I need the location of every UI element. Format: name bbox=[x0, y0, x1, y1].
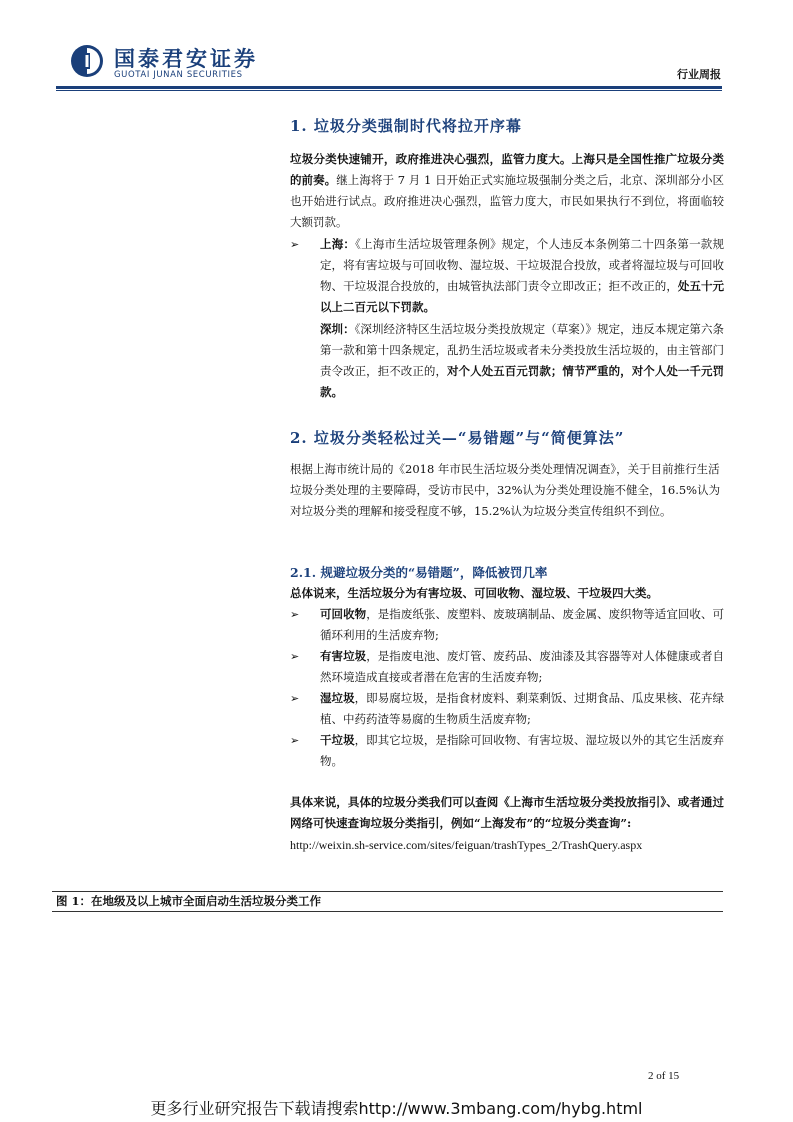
shenzhen-penalty: 对个人处五百元罚款；情节严重的，对个人处一千元罚款。 bbox=[320, 364, 724, 399]
paragraph-shenzhen bbox=[290, 319, 724, 403]
category-label: 湿垃圾 bbox=[320, 691, 355, 705]
bullet-arrow-icon: ➢ bbox=[290, 650, 300, 663]
list-item bbox=[290, 688, 724, 730]
category-text: ，是指废电池、废灯管、废药品、废油漆及其容器等对人体健康或者自然环境造成直接或者潜在危害的生活废弃物; bbox=[320, 649, 725, 684]
page-number: 2 of 15 bbox=[648, 1070, 680, 1082]
section-1-intro-bold: 垃圾分类快速铺开，政府推进决心强烈，监管力度大。上海只是全国性推广垃圾分类的前奏。 bbox=[290, 152, 724, 187]
section-1-title: 1. 垃圾分类强制时代将拉开序幕 bbox=[290, 117, 522, 135]
figure-caption: 图 1：在地级及以上城市全面启动生活垃圾分类工作 bbox=[56, 894, 322, 908]
section-1-intro-rest: 继上海将于 7 月 1 日开始正式实施垃圾强制分类之后，北京、深圳部分小区也开始进行试点。政府推进决心强烈，监管力度大，市民如果执行不到位，将面临较大额罚款。 bbox=[290, 173, 725, 229]
list-item bbox=[290, 730, 724, 772]
category-text: ，即其它垃圾，是指除可回收物、有害垃圾、湿垃圾以外的其它生活废弃物。 bbox=[320, 733, 725, 768]
query-url-link[interactable]: http://weixin.sh-service.com/sites/feiguan/trashTypes_2/TrashQuery.aspx bbox=[290, 838, 643, 852]
bullet-arrow-icon: ➢ bbox=[290, 692, 300, 705]
category-label: 可回收物 bbox=[320, 607, 367, 621]
query-text: 具体来说，具体的垃圾分类我们可以查阅《上海市生活垃圾分类投放指引》、或者通过网络可快速查询垃圾分类指引，例如“上海发布”的“垃圾分类查询”: bbox=[290, 795, 724, 830]
category-text: ，即易腐垃圾，是指食材废料、剩菜剩饭、过期食品、瓜皮果核、花卉绿植、中药药渣等易腐的生物质生活废弃物; bbox=[320, 691, 725, 726]
figure-top-rule bbox=[52, 891, 723, 892]
figure-bottom-rule bbox=[52, 911, 723, 912]
list-item bbox=[290, 646, 724, 688]
shanghai-label: 上海： bbox=[320, 237, 356, 251]
shanghai-text: 《上海市生活垃圾管理条例》规定，个人违反本条例第二十四条第一款规定，将有害垃圾与可回收物、湿垃圾、干垃圾混合投放，或者将湿垃圾与可回收物、干垃圾混合投放的，由城管执法部门责令立即改正；拒不改正的， bbox=[320, 237, 724, 293]
header-divider bbox=[56, 86, 722, 89]
footer-download-note: 更多行业研究报告下载请搜索http://www.3mbang.com/hybg.html bbox=[150, 1099, 643, 1118]
section-1-body bbox=[290, 149, 724, 403]
shanghai-penalty: 处五十元以上二百元以下罚款。 bbox=[320, 279, 725, 314]
brand-name-cn: 国泰君安证券 bbox=[114, 47, 258, 71]
overview-text bbox=[290, 583, 724, 604]
bullet-arrow-icon: ➢ bbox=[290, 734, 300, 747]
bullet-arrow-icon: ➢ bbox=[290, 608, 300, 621]
report-type-label: 行业周报 bbox=[677, 68, 721, 81]
guotai-junan-logo-icon bbox=[70, 44, 104, 78]
bullet-shanghai bbox=[290, 234, 724, 318]
section-2-title: 2. 垃圾分类轻松过关—“易错题”与“简便算法” bbox=[290, 429, 625, 447]
category-label: 干垃圾 bbox=[320, 733, 355, 747]
category-label: 有害垃圾 bbox=[320, 649, 367, 663]
query-paragraph bbox=[290, 792, 724, 856]
header-divider-thin bbox=[56, 90, 722, 91]
shenzhen-text: 《深圳经济特区生活垃圾分类投放规定（草案）》规定，违反本规定第六条第一款和第十四条规定，乱扔生活垃圾或者未分类投放生活垃圾的，由主管部门责令改正，拒不改正的， bbox=[320, 322, 725, 378]
section-2-1-body bbox=[290, 583, 724, 772]
section-1-intro bbox=[290, 149, 724, 233]
section-2-1-title: 2.1. 规避垃圾分类的“易错题”，降低被罚几率 bbox=[290, 565, 548, 580]
overview-bold: 总体说来，生活垃圾分为有害垃圾、可回收物、湿垃圾、干垃圾四大类。 bbox=[290, 586, 658, 600]
list-item bbox=[290, 604, 724, 646]
brand-name-en: GUOTAI JUNAN SECURITIES bbox=[114, 70, 243, 80]
shenzhen-label: 深圳： bbox=[320, 322, 355, 336]
category-text: ，是指废纸张、废塑料、废玻璃制品、废金属、废织物等适宜回收、可循环利用的生活废弃物; bbox=[320, 607, 725, 642]
bullet-arrow-icon: ➢ bbox=[290, 238, 300, 251]
section-2-intro: 根据上海市统计局的《2018 年市民生活垃圾分类处理情况调查》，关于目前推行生活垃圾分类处理的主要障碍，受访市民中，32%认为分类处理设施不健全，16.5%认为对垃圾分类的理解和接受程度不够，15.2%认为垃圾分类宣传组织不到位。 bbox=[290, 462, 721, 518]
